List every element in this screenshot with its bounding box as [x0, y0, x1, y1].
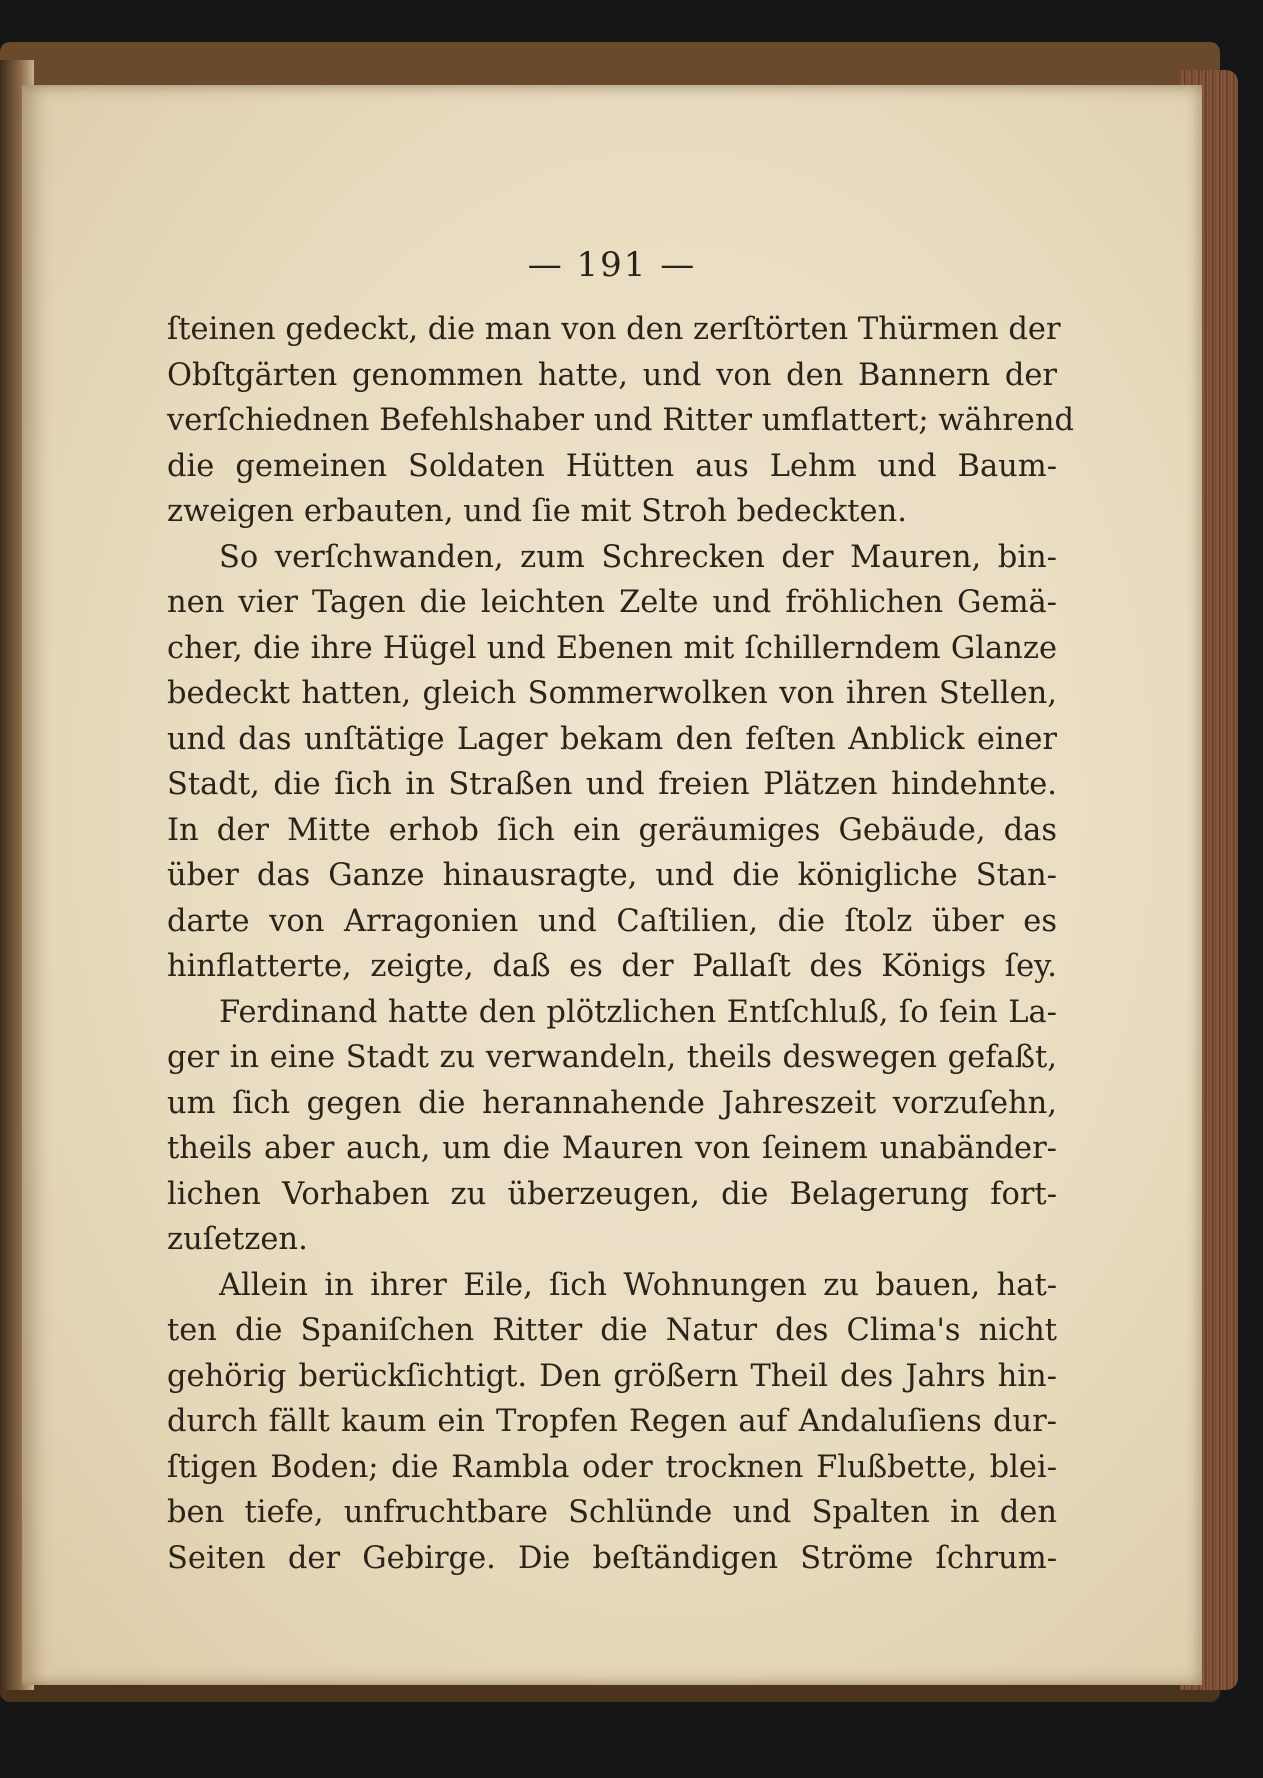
text-line: nen vier Tagen die leichten Zelte und fröhlichen Gemä-: [167, 585, 1057, 620]
text-line: Obſtgärten genommen hatte, und von den Bannern der: [167, 357, 1057, 393]
text-line: Stadt, die ſich in Straßen und freien Plätzen hindehnte.: [167, 767, 1057, 802]
text-line: ſteinen gedeckt, die man von den zerſtörten Thürmen der: [167, 312, 1061, 347]
text-line: die gemeinen Soldaten Hütten aus Lehm und Baum-: [167, 448, 1057, 484]
text-line: über das Ganze hinausragte, und die königliche Stan-: [167, 858, 1057, 893]
text-line: hinflatterte, zeigte, daß es der Pallaſt des Königs ſey.: [167, 949, 1057, 984]
text-line: um ſich gegen die herannahende Jahreszeit vorzuſehn,: [167, 1085, 1057, 1121]
text-line: verſchiednen Befehlshaber und Ritter umflattert; während: [167, 403, 1075, 438]
text-line: zweigen erbauten, und ſie mit Stroh bedeckten.: [167, 494, 907, 529]
text-line: Seiten der Gebirge. Die beſtändigen Ströme ſchrum-: [167, 1540, 1057, 1576]
text-line: ſtigen Boden; die Rambla oder trocknen Flußbette, blei-: [167, 1449, 1057, 1485]
text-line: darte von Arragonien und Caſtilien, die ſtolz über es: [167, 903, 1057, 939]
text-line: bedeckt hatten, gleich Sommerwolken von ihren Stellen,: [167, 676, 1057, 711]
text-line: cher, die ihre Hügel und Ebenen mit ſchillerndem Glanze: [167, 630, 1057, 666]
text-line: zuſetzen.: [167, 1222, 308, 1257]
text-line: ger in eine Stadt zu verwandeln, theils deswegen gefaßt,: [167, 1040, 1057, 1075]
text-line: In der Mitte erhob ſich ein geräumiges Gebäude, das: [167, 812, 1057, 848]
text-line: Ferdinand hatte den plötzlichen Entſchluß, ſo ſein La-: [219, 994, 1057, 1030]
page-body-text: [167, 307, 1075, 1581]
page-number: — 191 —: [527, 245, 697, 285]
text-line: und das unſtätige Lager bekam den feſten Anblick einer: [167, 721, 1057, 757]
text-line: gehörig berückſichtigt. Den größern Theil des Jahrs hin-: [167, 1358, 1057, 1394]
text-line: ben tiefe, unfruchtbare Schlünde und Spalten in den: [167, 1495, 1057, 1530]
text-line: Allein in ihrer Eile, ſich Wohnungen zu bauen, hat-: [219, 1267, 1057, 1303]
text-line: theils aber auch, um die Mauren von ſeinem unabänder-: [167, 1131, 1057, 1166]
text-line: ten die Spaniſchen Ritter die Natur des Clima's nicht: [167, 1313, 1057, 1348]
text-line: So verſchwanden, zum Schrecken der Mauren, bin-: [219, 539, 1057, 575]
book-page: [22, 85, 1202, 1685]
text-line: lichen Vorhaben zu überzeugen, die Belagerung fort-: [167, 1176, 1057, 1212]
text-line: durch fällt kaum ein Tropfen Regen auf Andaluſiens dur-: [167, 1404, 1057, 1439]
